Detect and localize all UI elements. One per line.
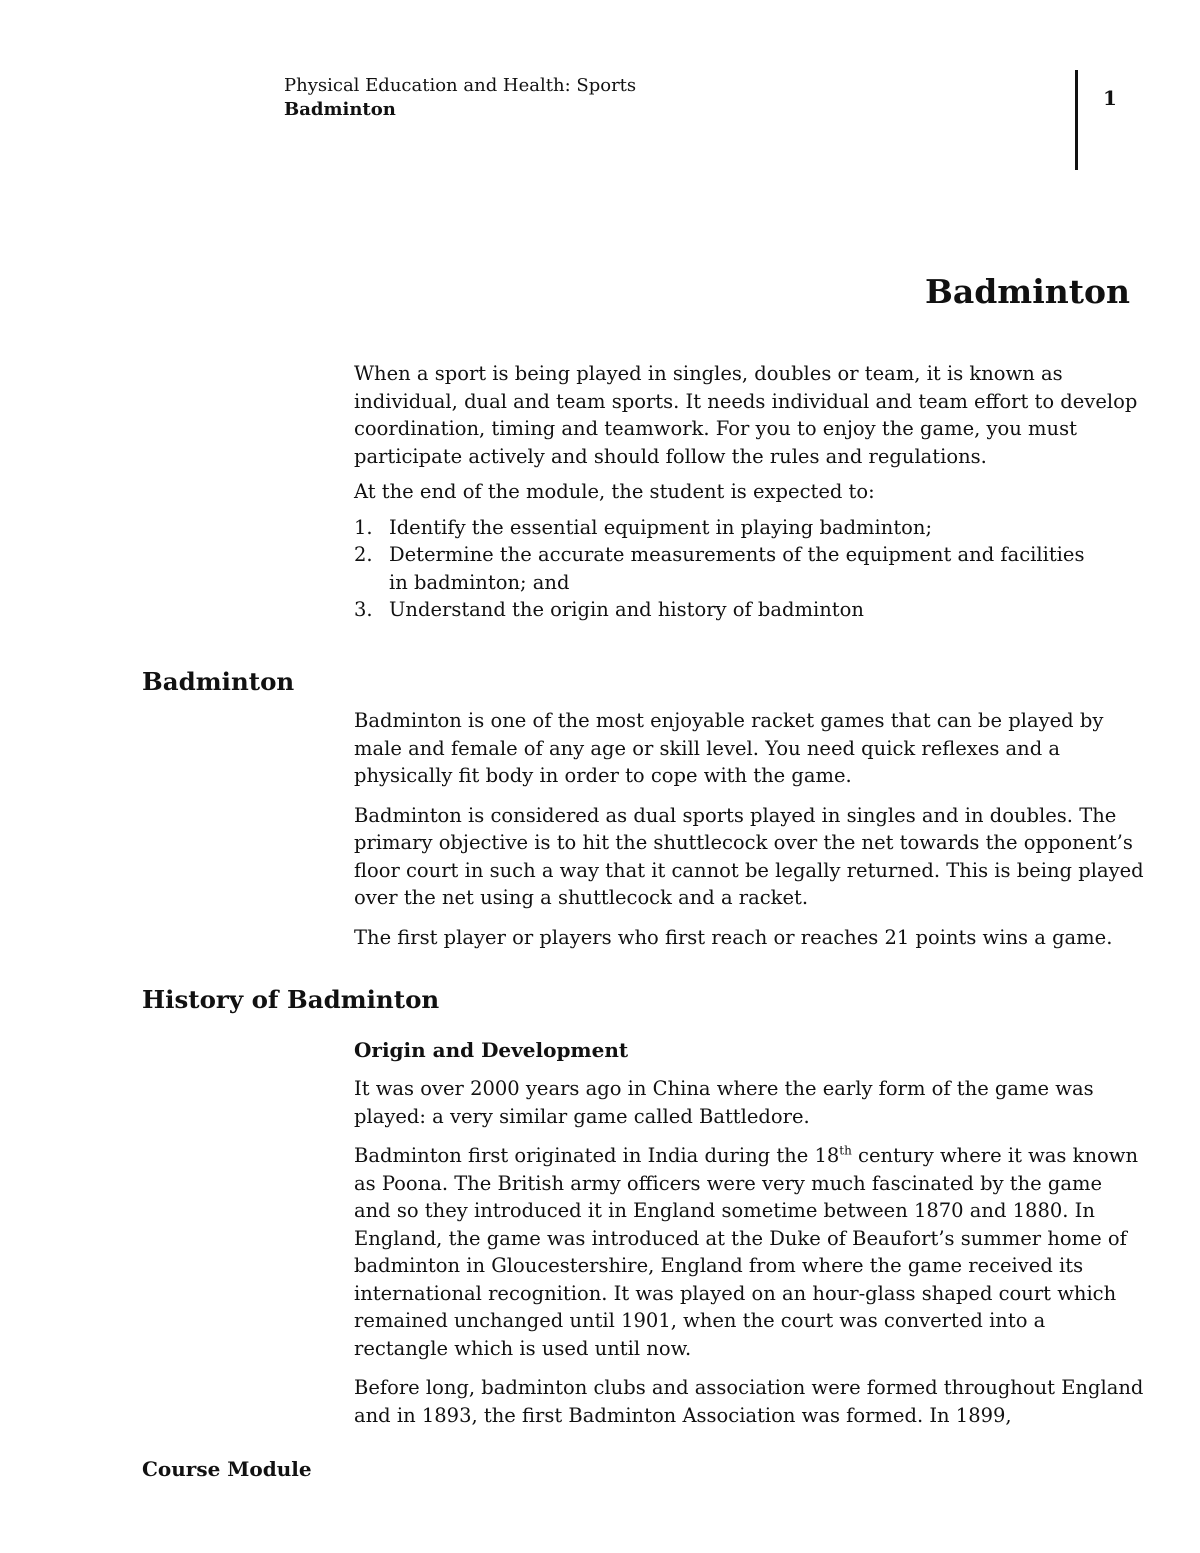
list-number: 1.	[354, 515, 373, 539]
list-number: 2.	[354, 543, 373, 566]
list-item	[354, 541, 1144, 596]
history-paragraph-3: Before long, badminton clubs and association were formed throughout England and in 1893, the first Badminton Association was formed. In 1899,	[354, 1376, 1144, 1427]
header-topic: Badminton	[284, 99, 396, 120]
header-divider	[1075, 70, 1078, 170]
list-text: Identify the essential equipment in playing badminton;	[389, 515, 933, 539]
badminton-paragraph-1: Badminton is one of the most enjoyable racket games that can be played by male and female of any age or skill level. You need quick reflexes and a physically fit body in order to cope with the game.	[354, 709, 1104, 787]
page-number: 1	[1103, 86, 1117, 110]
intro-paragraph: When a sport is being played in singles, doubles or team, it is known as individual, dual and team sports. It needs individual and team effort to develop coordination, timing and teamwork. For you to enjoy the game, you must participate actively and should follow the rules and regulations.	[354, 362, 1138, 468]
history-paragraph-2-start: Badminton first originated in India during the 18	[354, 1144, 840, 1167]
list-number: 3.	[354, 598, 373, 621]
badminton-paragraph-3: The first player or players who first reach or reaches 21 points wins a game.	[354, 925, 1113, 949]
history-paragraph-1: It was over 2000 years ago in China where the early form of the game was played: a very similar game called Battledore.	[354, 1077, 1094, 1128]
history-paragraph-2	[354, 1142, 1144, 1362]
list-item	[354, 514, 1144, 542]
footer-course-module: Course Module	[142, 1457, 312, 1481]
intro-section	[354, 360, 1144, 624]
header-subject: Physical Education and Health: Sports	[284, 75, 637, 96]
section-heading-badminton: Badminton	[142, 667, 295, 696]
badminton-paragraph-2: Badminton is considered as dual sports played in singles and in doubles. The primary objective is to hit the shuttlecock over the net towards the opponent’s floor court in such a way that it cannot be legally returned. This is being played over the net using a shuttlecock and a racket.	[354, 803, 1144, 909]
ordinal-superscript: th	[839, 1143, 852, 1158]
history-paragraph-2-rest: century where it was known as Poona. The British army officers were very much fascinated by the game and so they introduced it in England sometime between 1870 and 1880. In England, the game was introduced at the Duke of Beaufort’s summer home of badminton in Gloucestershire, England from where the game received its international recognition. It was played on an hour-glass shaped court which remained unchanged until 1901, when the court was converted into a rectangle which is used until now.	[354, 1144, 1139, 1360]
list-text: Understand the origin and history of badminton	[389, 598, 864, 621]
list-item	[354, 596, 1144, 624]
list-text: Determine the accurate measurements of the equipment and facilities in badminton; and	[389, 543, 1085, 594]
section-heading-history: History of Badminton	[142, 985, 440, 1014]
objectives-list	[354, 514, 1144, 624]
page-title: Badminton	[924, 272, 1130, 311]
objectives-lead: At the end of the module, the student is expected to:	[354, 480, 875, 503]
badminton-section	[354, 707, 1144, 951]
subheading-origin: Origin and Development	[354, 1038, 629, 1062]
history-section	[354, 1075, 1144, 1429]
